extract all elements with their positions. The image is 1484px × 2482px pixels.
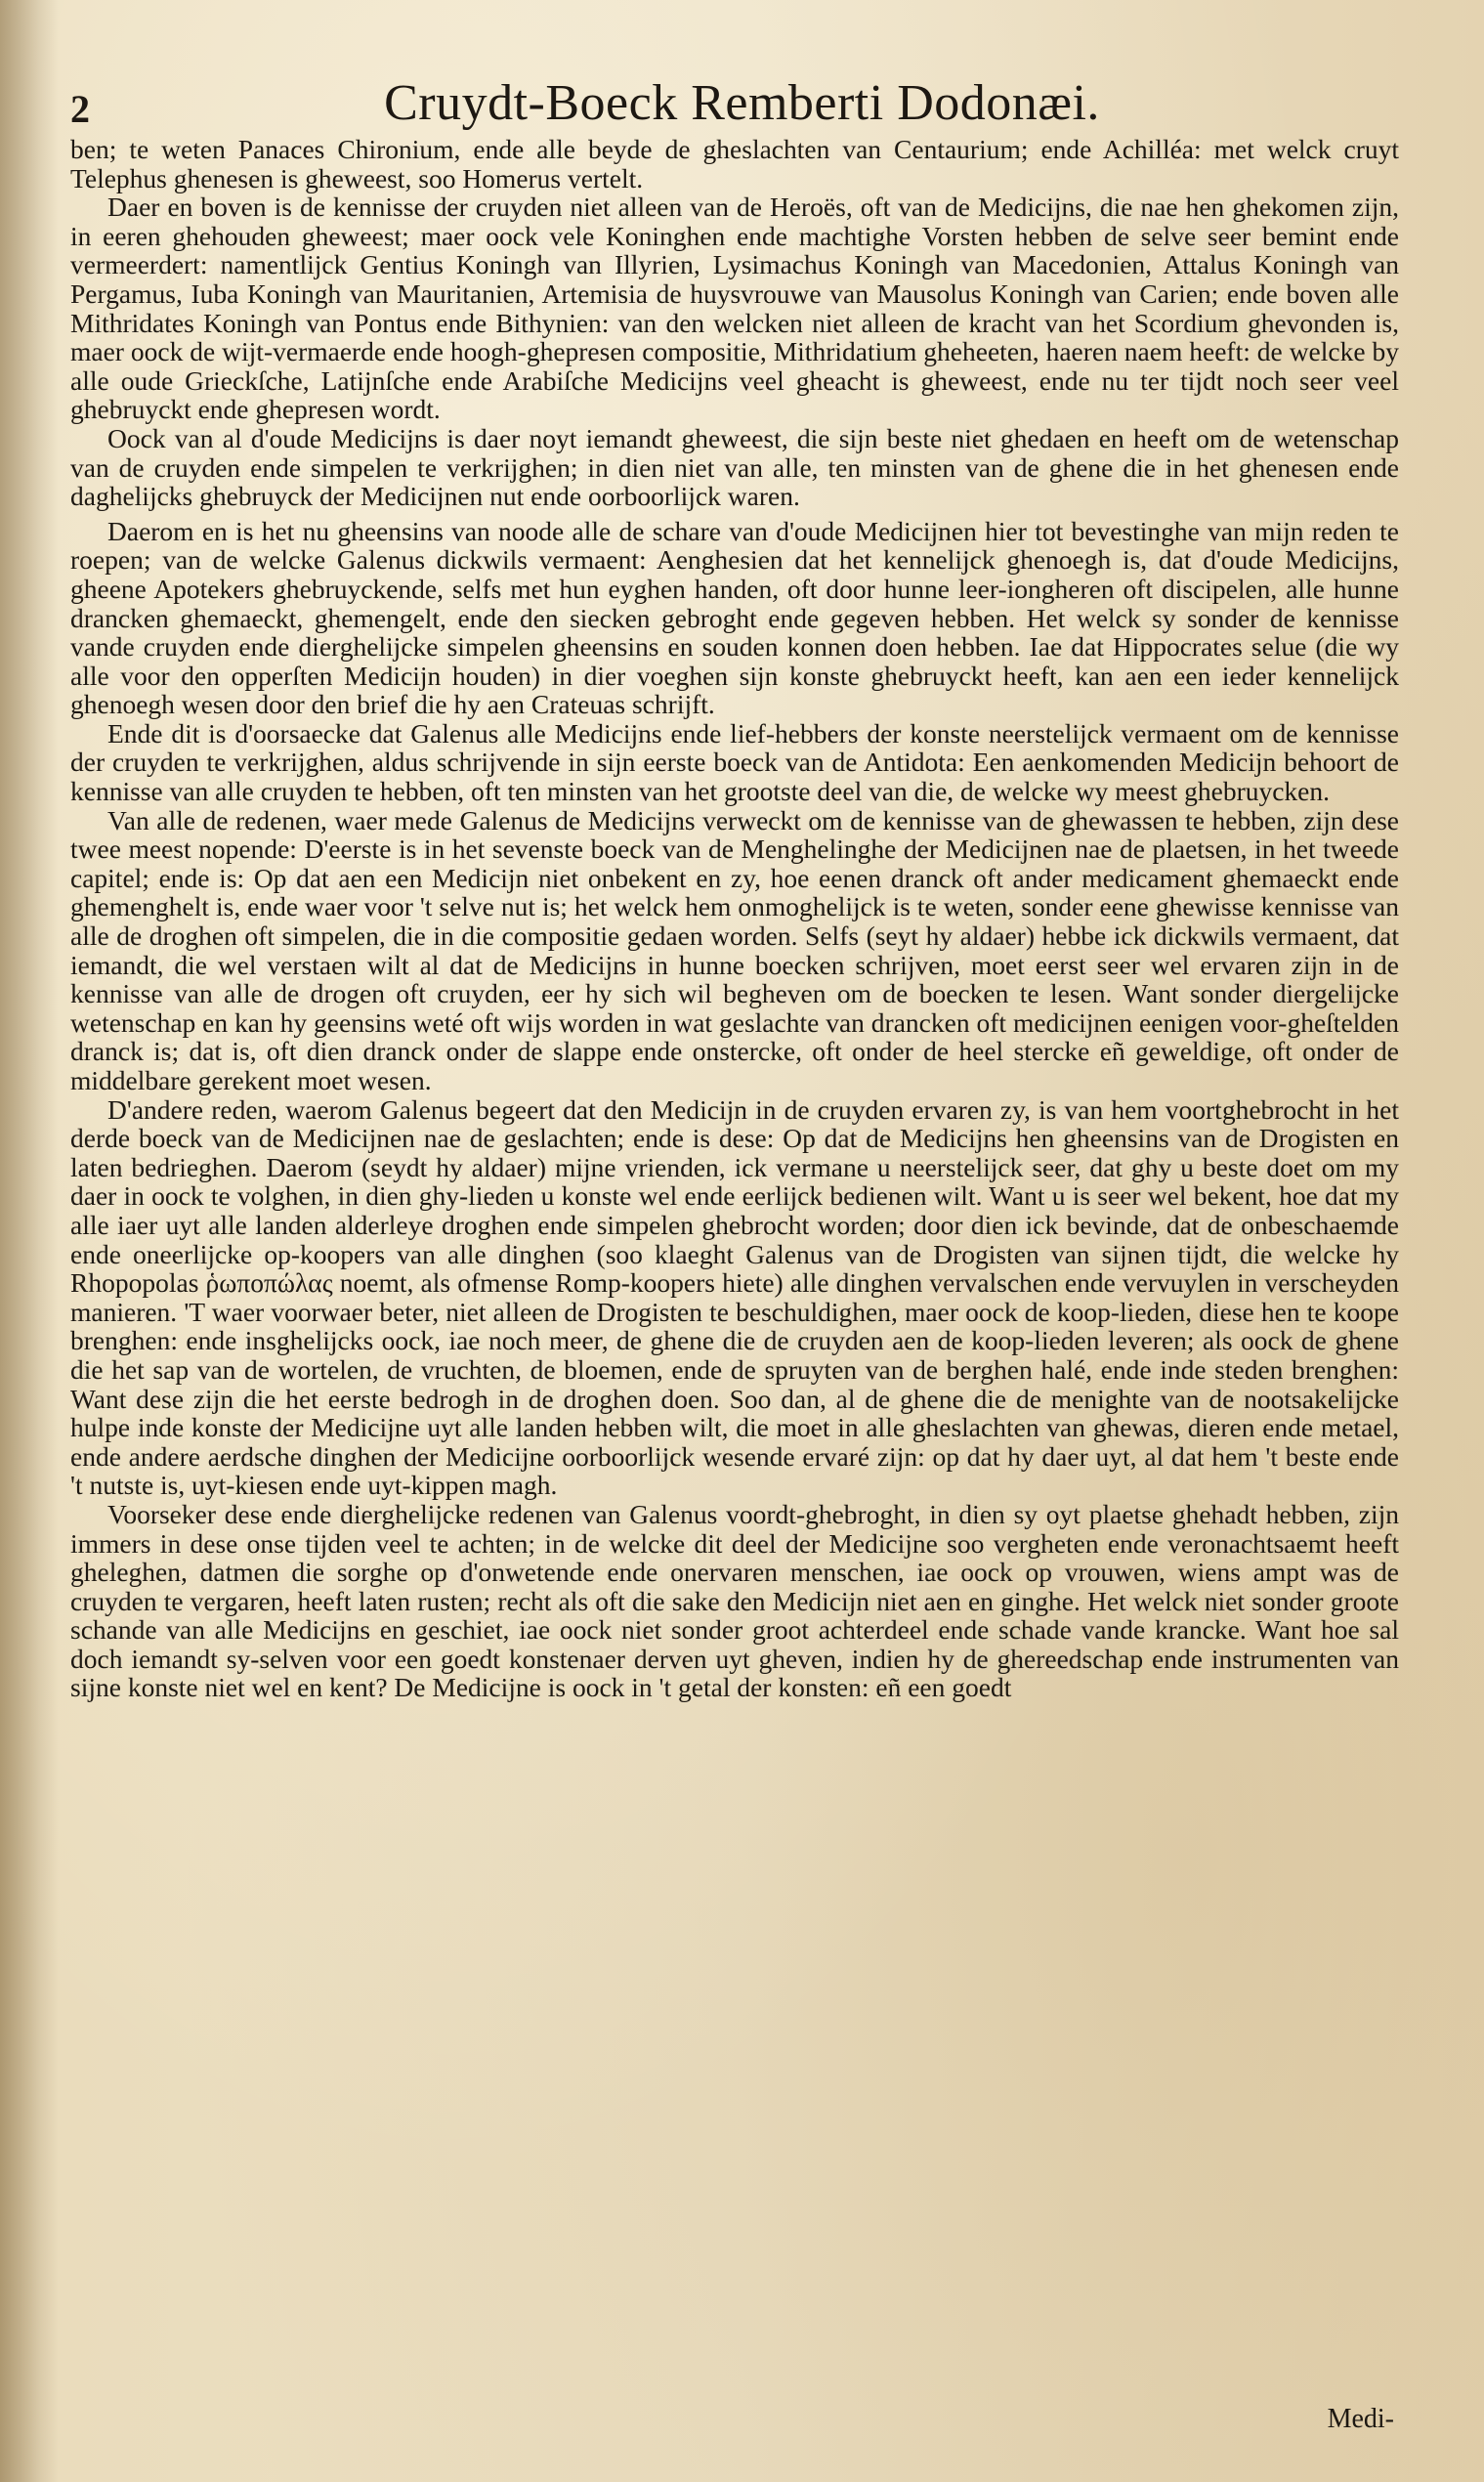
paragraph: Voorseker dese ende dierghelijcke redenen van Galenus voordt-ghebroght, in dien sy oyt plaetse ghehadt hebben, zijn immers in dese onse tijden veel te achten; in de welcke dit deel der Medicijne soo vergheten ende veronachtsaemt heeft gheleghen, datmen die sorghe op d'onwetende ende onervaren menschen, iae oock op vrouwen, wiens ampt was de cruyden te vergaren, heeft laten rusten; recht als oft die sake den Medicijn niet aen en ginghe. Het welck niet sonder groote schande van alle Medicijns en geschiet, iae oock niet sonder groot achterdeel ende schade vande krancke. Want hoe sal doch iemandt sy-selven voor een goedt konstenaer derven uyt gheven, indien hy de ghereedschap ende instrumenten van sijne konste niet wel en kent? De Medicijne is oock in 't getal der konsten: eñ een goedt [70,1498,1399,1703]
page-number: 2 [70,87,90,131]
catchword: Medi- [1327,2404,1394,2434]
paragraph: D'andere reden, waerom Galenus begeert dat den Medicijn in de cruyden ervaren zy, is van hem voortghebrocht in het derde boeck van de Medicijnen nae de geslachten; ende is dese: Op dat de Medicijns hen gheensins van de Drogisten en laten bedrieghen. Daerom (seydt hy aldaer) mijne vrienden, ick vermane u neerstelijck seer, dat ghy u beste doet om my daer in oock te volghen, in dien ghy-lieden u konste wel ende eerlijck bedienen wilt. Want u is seer wel bekent, hoe dat my alle iaer uyt alle landen alderleye droghen ende simpelen ghebrocht worden; door dien ick bevinde, dat de onbeschaemde ende oneerlijcke op-koopers van alle dinghen (soo klaeght Galenus van de Drogisten van sijnen tijdt, die welcke hy Rhopopolas ῥωποπώλας noemt, als ofmense Romp-koopers hiete) alle dinghen vervalschen ende vervuylen in verscheyden manieren. 'T waer voorwaer beter, niet alleen de Drogisten te beschuldighen, maer oock de koop-lieden, diese hen te koope brenghen: ende insghelijcks oock, iae noch meer, de ghene die de cruyden aen de koop-lieden leveren; als oock de ghene die het sap van de wortelen, de vruchten, de bloemen, ende de spruyten van de berghen halé, ende inde steden brenghen: Want dese zijn die het eerste bedrogh in de droghen doen. Soo dan, al de ghene die de menighte van de nootsakelijcke hulpe inde konste der Medicijne uyt alle landen hebben wilt, die moet in alle gheslachten van ghewas, dieren ende metael, ende andere aerdsche dinghen der Medicijne oorboorlijck wesende ervaré zijn: op dat hy daer uyt, al dat hem 't beste ende 't nutste is, uyt-kiesen ende uyt-kippen magh. [70,1093,1399,1501]
paragraph: Van alle de redenen, waer mede Galenus de Medicijns verweckt om de kennisse van de ghewassen te hebben, zijn dese twee meest nopende: D'eerste is in het sevenste boeck van de Menghelinghe der Medicijnen nae de plaetsen, in het tweede capitel; ende is: Op dat aen een Medicijn niet onbekent en zy, hoe eenen dranck oft ander medicament ghemaeckt ende ghemenghelt is, ende waer voor 't selve nut is; het welck hem onmoghelijck is te weten, sonder eene ghewisse kennisse van alle de droghen oft simpelen, die in die compositie gedaen worden. Selfs (seyt hy aldaer) hebbe ick dickwils vermaent, dat iemandt, die wel verstaen wilt al dat de Medicijns in hunne boecken schrijven, moet eerst seer wel ervaren zijn in de kennisse van alle de drogen oft cruyden, eer hy sich wil begheven om de boecken te lesen. Want sonder diergelijcke wetenschap en kan hy geensins weté oft wijs worden in wat geslachte van drancken oft medicijnen eenigen voor-gheſtelden dranck is; dat is, oft dien dranck onder de slappe ende onstercke, oft onder de heel stercke eñ geweldige, oft onder de middelbare gerekent moet wesen. [70,804,1399,1095]
paragraph: Ende dit is d'oorsaecke dat Galenus alle Medicijns ende lief-hebbers der konste neerstelijck vermaent om de kennisse der cruyden te verkrijghen, aldus schrijvende in sijn eerste boeck van de Antidota: Een aenkomenden Medicijn behoort de kennisse van alle cruyden te hebben, oft ten minsten van het grootste deel van die, de welcke wy meest ghebruycken. [70,717,1399,807]
gutter-shadow [0,0,59,2482]
body-text [70,135,1399,1702]
paragraph: Daer en boven is de kennisse der cruyden niet alleen van de Heroës, oft van de Medicijns, die nae hen ghekomen zijn, in eeren ghehouden gheweest; maer oock vele Koninghen ende machtighe Vorsten hebben de selve seer bemint ende vermeerdert: namentlijck Gentius Koningh van Illyrien, Lysimachus Koningh van Macedonien, Attalus Koningh van Pergamus, Iuba Koningh van Mauritanien, Artemisia de huysvrouwe van Mausolus Koningh van Carien; ende boven alle Mithridates Koningh van Pontus ende Bithynien: van den welcken niet alleen de kracht van het Scordium ghevonden is, maer oock de wijt-vermaerde ende hoogh-ghepresen compositie, Mithridatium gheheeten, haeren naem heeft: de welcke by alle oude Grieckſche, Latijnſche ende Arabiſche Medicijns veel gheacht is gheweest, ende nu ter tijdt noch seer veel ghebruyckt ende ghepresen wordt. [70,192,1399,425]
running-title: Cruydt-Boeck Remberti Dodonæi. [384,75,1100,131]
paragraph: ben; te weten Panaces Chironium, ende alle beyde de gheslachten van Centaurium; ende Achilléa: met welck cruyt Telephus ghenesen is gheweest, soo Homerus vertelt. [70,134,1399,193]
paragraph: Oock van al d'oude Medicijns is daer noyt iemandt gheweest, die sijn beste niet ghedaen en heeft om de wetenschap van de cruyden ende simpelen te verkrijghen; in dien niet van alle, ten minsten van de ghene die in het ghenesen ende daghelijcks ghebruyck der Medicijnen nut ende oorboorlijck waren. [70,422,1399,512]
paragraph: Daerom en is het nu gheensins van noode alle de schare van d'oude Medicijnen hier tot bevestinghe van mijn reden te roepen; van de welcke Galenus dickwils vermaent: Aenghesien dat het kennelijck ghenoegh is, dat d'oude Medicijns, gheene Apotekers ghebruyckende, selfs met hun eyghen handen, oft door hunne leer-iongheren oft discipelen, alle hunne drancken ghemaeckt, ghemengelt, ende den siecken gebroght ende gegeven hebben. Het welck sy sonder de kennisse vande cruyden ende dierghelijcke simpelen gheensins en souden konnen doen hebben. Iae dat Hippocrates selue (die wy alle voor den opperſten Medicijn houden) in dier voeghen sijn konste ghebruyckt heeft, kan aen een ieder kennelijck ghenoegh wesen door den brief die hy aen Crateuas schrijft. [70,515,1399,720]
page-header [59,66,1425,145]
